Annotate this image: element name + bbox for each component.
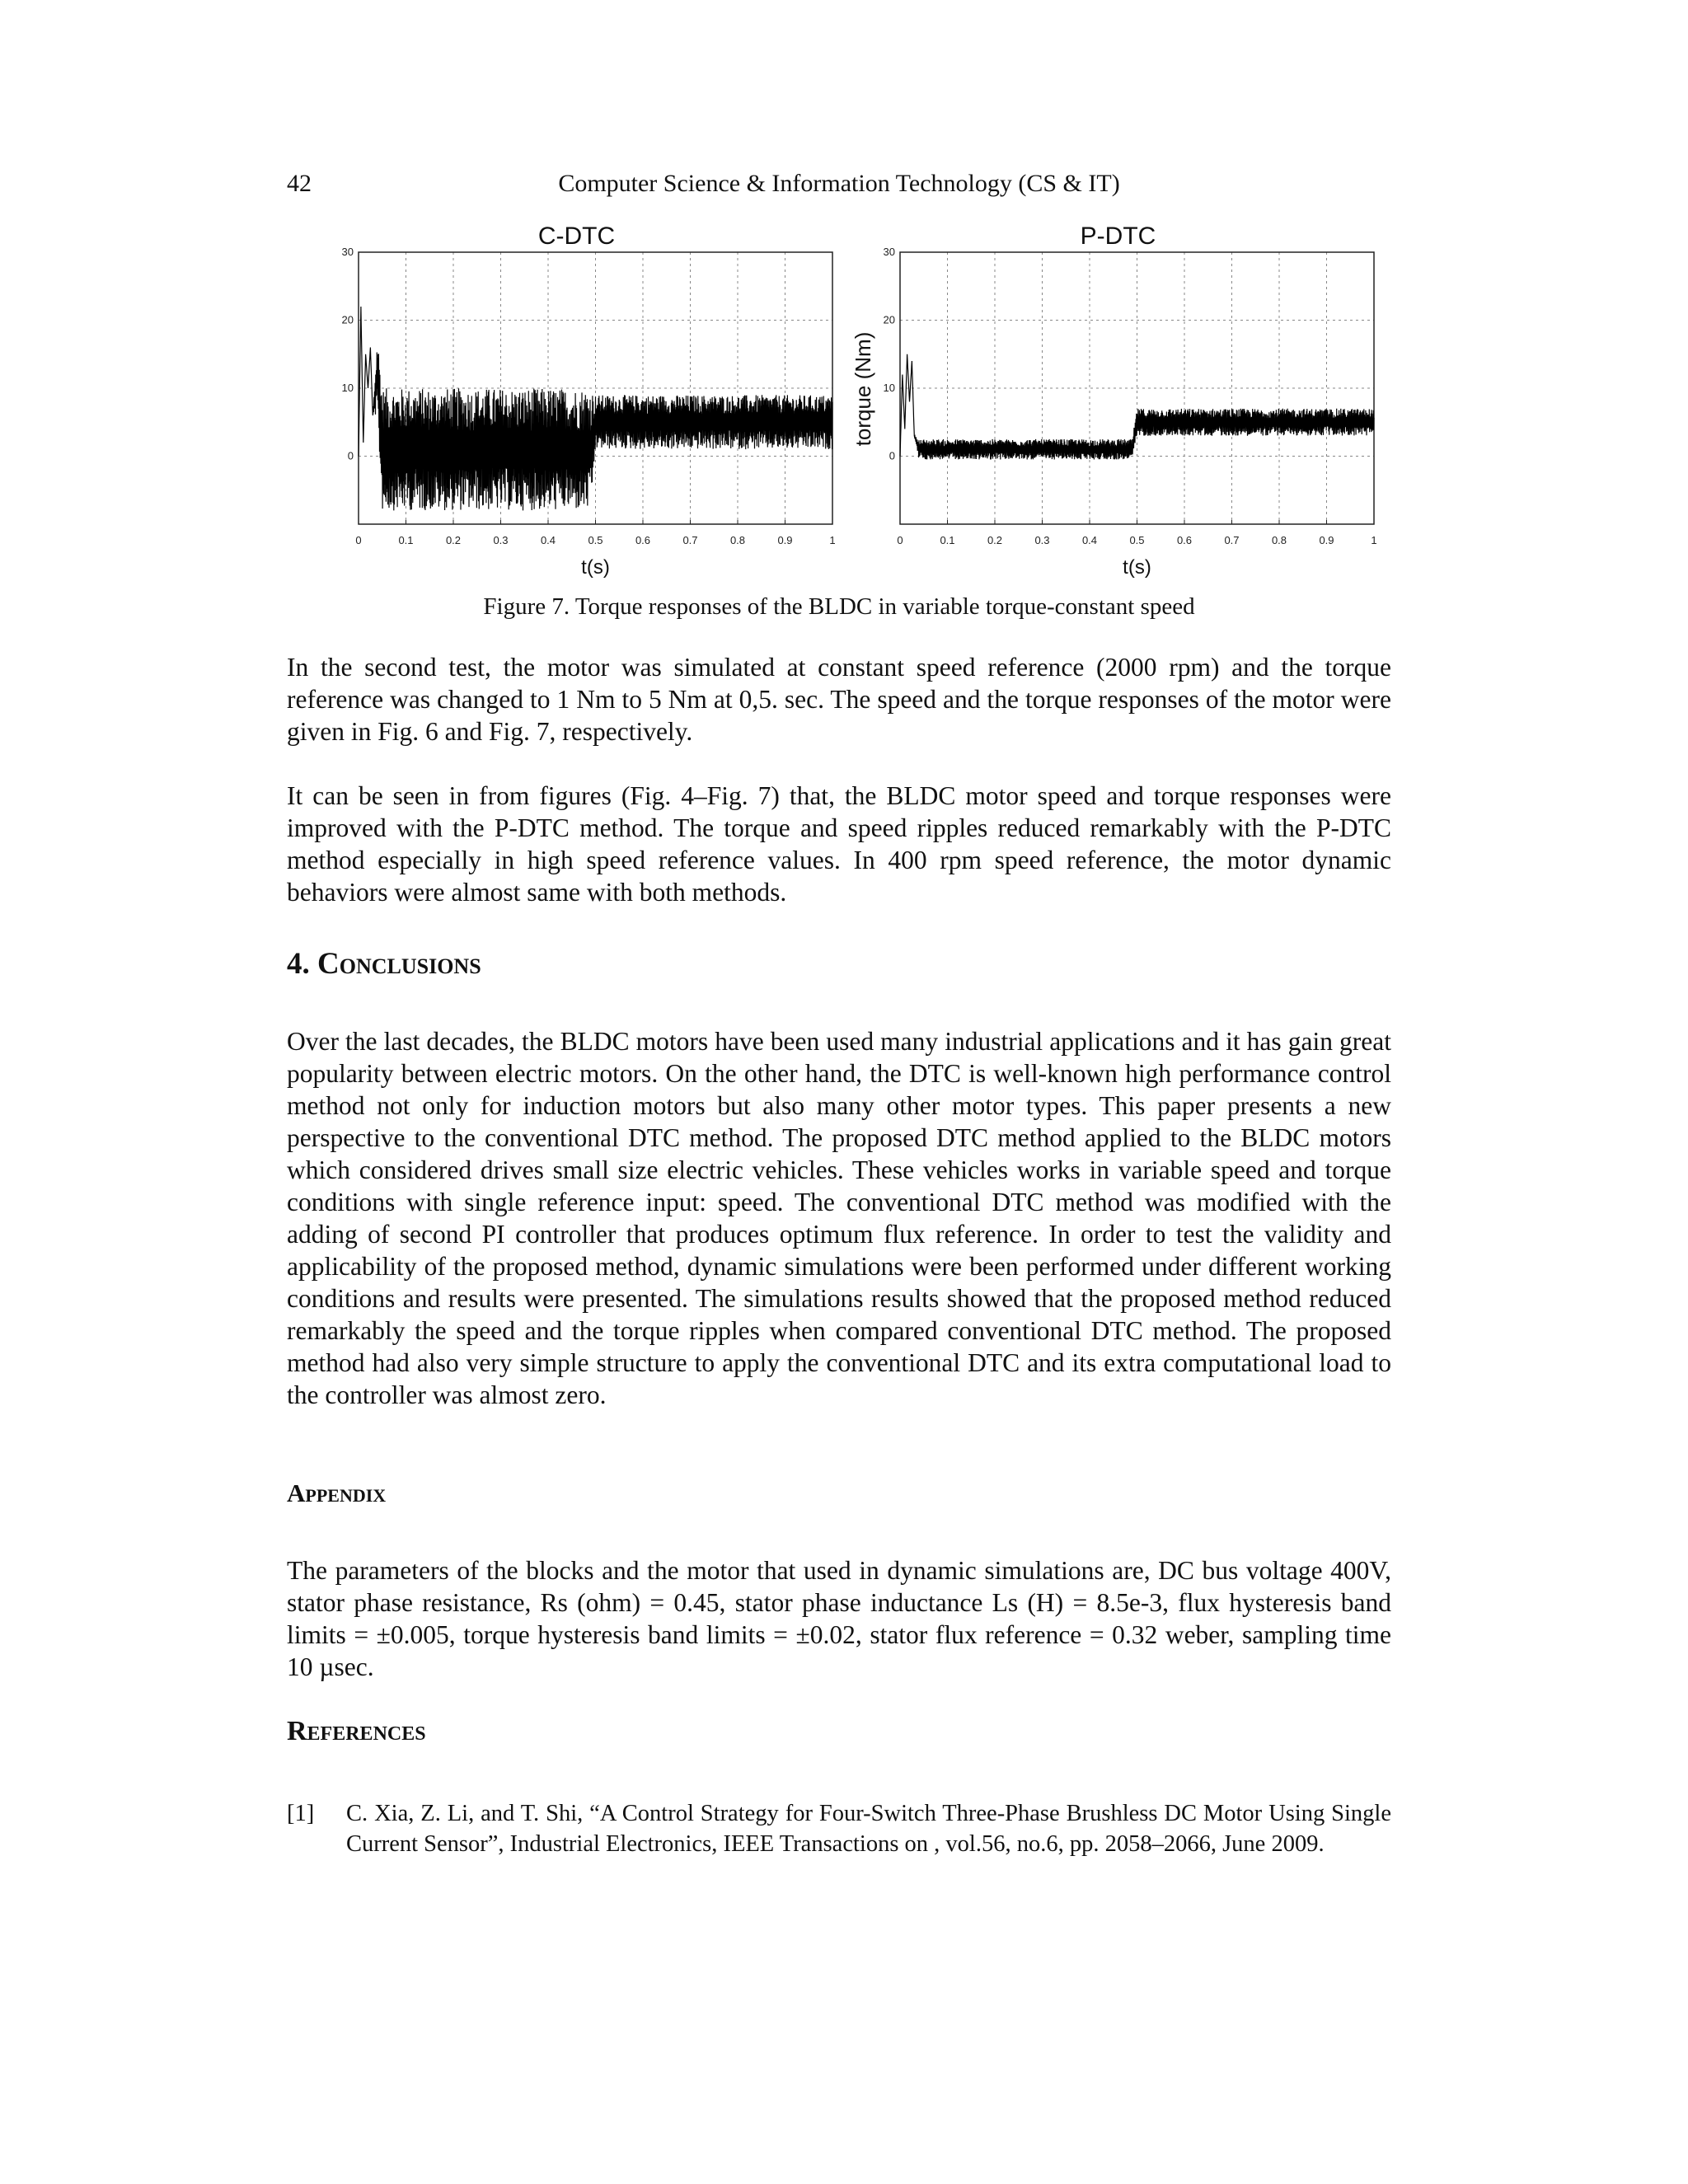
x-tick-label: 0.6 — [1176, 534, 1193, 546]
figure-caption: Figure 7. Torque responses of the BLDC in variable torque-constant speed — [483, 593, 1195, 620]
x-tick-label: 0.3 — [493, 534, 509, 546]
section-heading-conclusions: 4. Conclusions — [287, 947, 481, 981]
x-tick-label: 0.7 — [1224, 534, 1240, 546]
x-tick-label: 0 — [355, 534, 362, 546]
paragraph-text: It can be seen in from figures (Fig. 4–Fig. 7) that, the BLDC motor speed and torque responses were improved with the P-DTC method. The torque and speed ripples reduced remarkably with the P-DTC method especially in high speed reference values. In 400 rpm speed reference, the motor dynamic behaviors were almost same with both methods. — [287, 781, 1391, 907]
x-tick-label: 0.1 — [398, 534, 414, 546]
x-tick-label: 0.9 — [777, 534, 793, 546]
running-header — [287, 170, 1391, 206]
chart-title: C-DTC — [537, 223, 616, 250]
x-tick-label: 0.9 — [1319, 534, 1334, 546]
x-tick-label: 0.3 — [1034, 534, 1050, 546]
x-tick-label: 0.6 — [635, 534, 651, 546]
y-tick-label: 0 — [347, 449, 354, 462]
torque-series-line — [359, 307, 832, 510]
paragraph-text: In the second test, the motor was simulated at constant speed reference (2000 rpm) and the torque reference was changed to 1 Nm to 5 Nm at 0,5. sec. The speed and the torque responses of the motor were given in Fig. 6 and Fig. 7, respectively. — [287, 653, 1391, 746]
paragraph-results — [287, 780, 1391, 908]
y-tick-label: 10 — [341, 382, 354, 394]
x-tick-label: 0.7 — [682, 534, 698, 546]
x-tick-label: 0.8 — [1271, 534, 1287, 546]
x-tick-label: 0.1 — [940, 534, 955, 546]
x-tick-label: 0.4 — [1081, 534, 1098, 546]
x-tick-label: 1 — [829, 534, 836, 546]
paragraph-second-test — [287, 651, 1391, 748]
y-tick-label: 30 — [883, 246, 895, 258]
section-heading-appendix: Appendix — [287, 1479, 387, 1507]
y-tick-label: 10 — [883, 382, 895, 394]
x-tick-label: 0 — [897, 534, 903, 546]
paragraph-text: Over the last decades, the BLDC motors have been used many industrial applications and it has gain great popularity between electric motors. On the other hand, the DTC is well-known high performance control method not only for induction motors but also many other motor types. This paper presents a new perspective to the conventional DTC method. The proposed DTC method applied to the BLDC motors which considered drives small size electric vehicles. These vehicles works in variable speed and torque conditions with single reference input: speed. The conventional DTC method was modified with the adding of second PI controller that produces optimum flux reference. In order to test the validity and applicability of the proposed method, dynamic simulations were been performed under different working conditions and results were presented. The simulations results showed that the proposed method reduced remarkably the speed and the torque ripples when compared conventional DTC method. The proposed method had also very simple structure to apply the conventional DTC and its extra computational load to the controller was almost zero. — [287, 1027, 1391, 1409]
y-tick-label: 20 — [883, 313, 895, 326]
reference-text: C. Xia, Z. Li, and T. Shi, “A Control Strategy for Four-Switch Three-Phase Brushless DC Motor Using Single Current Sensor”, Industrial Electronics, IEEE Transactions on , vol.56, no.6, pp. 2058–2066, June 2009. — [346, 1801, 1391, 1857]
x-tick-label: 0.2 — [987, 534, 1003, 546]
page-number: 42 — [287, 170, 312, 197]
figure-7 — [330, 216, 1401, 595]
y-tick-label: 30 — [341, 246, 354, 258]
x-tick-label: 0.4 — [540, 534, 556, 546]
paragraph-appendix — [287, 1554, 1391, 1683]
paragraph-conclusions — [287, 1025, 1391, 1411]
y-axis-label: torque (Nm) — [851, 331, 875, 447]
reference-number: [1] — [287, 1801, 315, 1826]
running-title: Computer Science & Information Technology (CS & IT) — [558, 170, 1120, 197]
section-heading-references: References — [287, 1716, 426, 1746]
x-axis-label: t(s) — [581, 556, 610, 579]
reference-item — [287, 1798, 1391, 1859]
x-axis-label: t(s) — [1123, 556, 1151, 579]
y-tick-label: 0 — [889, 449, 895, 462]
torque-response-charts — [330, 216, 1401, 595]
x-tick-label: 1 — [1371, 534, 1377, 546]
y-tick-label: 20 — [341, 313, 354, 326]
paragraph-text: The parameters of the blocks and the motor that used in dynamic simulations are, DC bus voltage 400V, stator phase resistance, Rs (ohm) = 0.45, stator phase inductance Ls (H) = 8.5e-3, flux hysteresis band limits = ±0.005, torque hysteresis band limits = ±0.02, stator flux reference = 0.32 weber, sampling time 10 µsec. — [287, 1556, 1391, 1681]
x-tick-label: 0.8 — [729, 534, 746, 546]
chart-title: P-DTC — [1080, 223, 1156, 250]
x-tick-label: 0.5 — [1129, 534, 1145, 546]
x-tick-label: 0.5 — [588, 534, 603, 546]
x-tick-label: 0.2 — [445, 534, 462, 546]
